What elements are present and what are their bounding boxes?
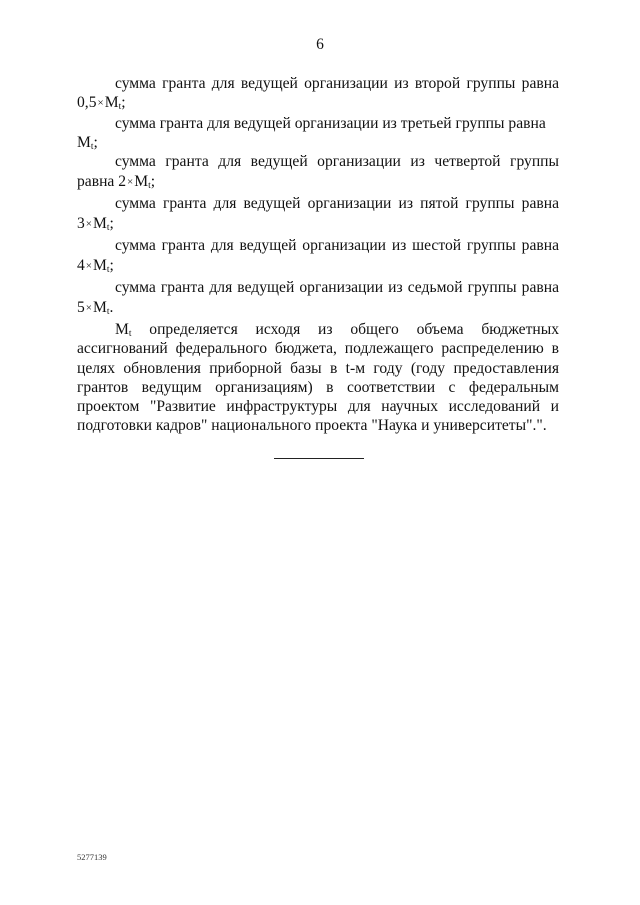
formula-symbol: M — [93, 298, 107, 316]
multiply-sign: × — [85, 301, 93, 314]
formula-symbol: M — [93, 256, 107, 274]
multiply-sign: × — [85, 217, 93, 230]
formula-symbol: M — [104, 94, 119, 112]
list-item-group-2 — [77, 74, 559, 114]
list-item-group-3 — [77, 114, 559, 152]
document-code: 5277139 — [77, 852, 107, 862]
item-punctuation: ; — [150, 172, 156, 190]
formula-subscript: t — [106, 306, 110, 317]
item-punctuation: ; — [109, 256, 114, 274]
formula-subscript: t — [128, 329, 132, 340]
paragraph-text: определяется исходя из общего объема бюджетных ассигнований федерального бюджета, подлежащего распределению в целях обновления приборной базы в t-м году (году предоставления грантов ведущим организациям) в соответствии с федеральным проектом "Развитие инфраструктуры для научных исследований и подготовки кадров" национального проекта "Наука и университеты".". — [77, 321, 559, 434]
formula-symbol: M — [115, 321, 129, 339]
item-punctuation: ; — [109, 214, 114, 232]
formula-subscript: t — [148, 180, 151, 191]
item-text: сумма гранта для ведущей организации из шестой группы равна 4 — [77, 237, 559, 274]
list-item-group-6 — [77, 236, 559, 277]
definition-paragraph — [77, 320, 559, 435]
document-body — [77, 74, 559, 435]
formula-subscript: t — [90, 142, 94, 153]
item-text: сумма гранта для ведущей организации из пятой группы равна 3 — [77, 195, 559, 232]
list-item-group-7 — [77, 278, 559, 319]
list-item-group-5 — [77, 194, 559, 235]
multiply-sign: × — [127, 175, 134, 188]
formula-symbol: M — [134, 172, 149, 190]
item-text: сумма гранта для ведущей организации из четвертой группы равна 2 — [77, 153, 559, 190]
formula-subscript: t — [106, 222, 110, 233]
formula-subscript: t — [118, 102, 122, 113]
multiply-sign: × — [85, 259, 93, 272]
item-text: сумма гранта для ведущей организации из третьей группы равна — [115, 115, 546, 133]
formula-symbol: M — [77, 134, 91, 152]
item-text: сумма гранта для ведущей организации из седьмой группы равна 5 — [77, 279, 559, 316]
list-item-group-4 — [77, 152, 559, 193]
item-punctuation: ; — [93, 134, 98, 152]
multiply-sign: × — [97, 97, 104, 110]
item-text: сумма гранта для ведущей организации из второй группы равна 0,5 — [77, 75, 559, 112]
item-punctuation: ; — [121, 94, 126, 112]
closing-rule — [274, 458, 364, 459]
formula-subscript: t — [106, 264, 110, 275]
item-punctuation: . — [109, 298, 114, 316]
page-number: 6 — [316, 36, 324, 53]
formula-symbol: M — [93, 214, 107, 232]
